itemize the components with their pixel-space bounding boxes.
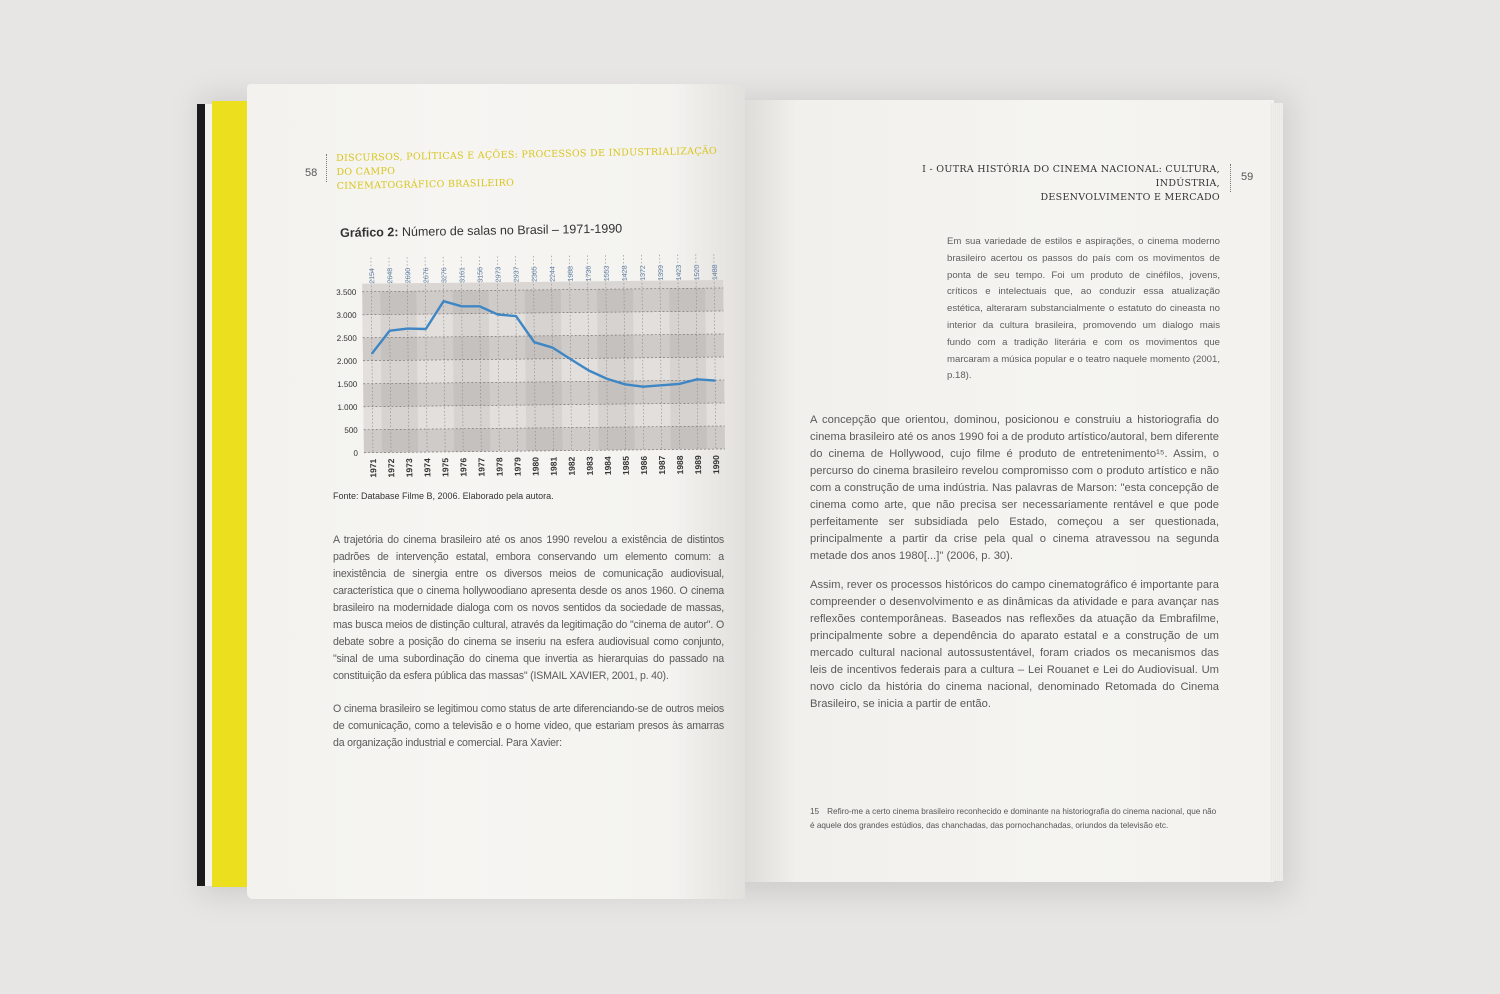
data-label: 1488 — [711, 264, 720, 281]
y-tick-label: 2.000 — [336, 356, 358, 367]
right-running-head-line1: I - OUTRA HISTÓRIA DO CINEMA NACIONAL: CULTURA, INDÚSTRIA, — [922, 164, 1220, 189]
x-tick-label: 1980 — [530, 456, 541, 476]
plot-column-shade — [687, 288, 707, 449]
data-label: 2365 — [531, 266, 539, 282]
x-tick-label: 1974 — [422, 458, 433, 478]
data-label: 1520 — [693, 264, 702, 281]
x-tick-label: 1981 — [548, 456, 559, 476]
y-tick-label: 3.000 — [336, 310, 357, 321]
right-running-head-line2: DESENVOLVIMENTO E MERCADO — [1040, 192, 1220, 203]
plot-column-shade — [543, 290, 563, 451]
data-label: 1428 — [621, 265, 629, 282]
x-tick-label: 1987 — [656, 455, 668, 475]
right-page-number: 59 — [1241, 171, 1254, 183]
chart-title-label: Gráfico 2: — [340, 225, 399, 240]
left-paragraph-1: A trajetória do cinema brasileiro até os anos 1990 revelou a existência de distintos padrões de intervenção estatal, embora conservando um elemento comum: a inexistência de sinergia entre os diversos meios de comunicação audiovisual, característica que o cinema hollywoodiano apresenta desde os anos 1960. O cinema brasileiro na modernidade dialoga com os novos sentidos da sociedade de massas, mas busca meios de distinção cultural, através da legitimação do "cinema de autor". O debate sobre a posição do cinema se inseriu na esfera audiovisual como conjunto, "sinal de uma subordinação do cinema que invertia as hierarquias do passado na constituição da esfera pública das massas" (ISMAIL XAVIER, 2001, p. 40). — [333, 534, 724, 682]
right-page-stack-edge — [1270, 103, 1283, 881]
y-tick-label: 1.000 — [337, 402, 358, 413]
data-label: 2676 — [423, 267, 431, 284]
data-label: 1988 — [567, 265, 575, 282]
data-label: 2154 — [369, 268, 377, 284]
data-label: 2937 — [513, 266, 521, 283]
x-tick-label: 1988 — [674, 455, 686, 475]
data-label: 2690 — [405, 267, 413, 284]
left-running-head — [336, 144, 732, 194]
x-tick-label: 1979 — [512, 457, 523, 477]
data-label: 3161 — [459, 267, 467, 283]
data-label: 1399 — [657, 265, 665, 281]
y-tick-label: 0 — [353, 448, 359, 458]
plot-column-shade — [615, 289, 635, 450]
x-tick-label: 1986 — [638, 455, 649, 475]
y-tick-label: 500 — [344, 425, 358, 435]
data-label: 3156 — [477, 266, 485, 283]
x-tick-label: 1972 — [386, 458, 397, 478]
line-chart — [329, 244, 731, 478]
x-tick-label: 1977 — [476, 457, 487, 477]
data-label: 3276 — [441, 267, 449, 283]
x-tick-label: 1983 — [584, 456, 595, 476]
left-running-head-line1: DISCURSOS, POLÍTICAS E AÇÕES: PROCESSOS DE INDUSTRIALIZAÇÃO DO CAMPO — [336, 145, 718, 178]
right-running-head — [860, 163, 1220, 205]
y-tick-label: 2.500 — [336, 333, 357, 344]
x-tick-label: 1990 — [710, 455, 722, 475]
block-quote: Em sua variedade de estilos e aspirações, o cinema moderno brasileiro acertou os passos do país com os movimentos de ponta de seu tempo. Foi um produto de cinéfilos, jovens, críticos e intelectuais que, ao conduzir essa atualização estética, alteraram substancialmente o estatuto do cineasta no interior da cultura brasileira, promovendo um dialogo mais fundo com a tradição literária e com os movimentos que marcaram a música popular e o teatro naquele momento (2001, p.18). — [947, 236, 1220, 382]
footnote-text: Refiro-me a certo cinema brasileiro reconhecido e dominante na historiografia do cinema nacional, que não é aquele dos grandes estúdios, das chanchadas, das pornochanchadas, oriundos da televisão etc. — [810, 807, 1217, 830]
y-tick-label: 3.500 — [336, 287, 357, 298]
x-tick-label: 1989 — [692, 455, 704, 475]
yellow-cover-edge — [212, 101, 250, 887]
data-label: 2244 — [549, 266, 557, 282]
plot-column-shade — [525, 290, 545, 451]
chart-title-text: Número de salas no Brasil – 1971-1990 — [398, 221, 623, 240]
data-label: 2648 — [387, 267, 395, 284]
plot-column-shade — [453, 291, 473, 452]
x-tick-label: 1984 — [602, 456, 613, 476]
right-header-divider — [1230, 164, 1231, 192]
footnote-number: 15 — [810, 807, 820, 816]
x-tick-label: 1976 — [458, 457, 469, 477]
x-tick-label: 1973 — [404, 458, 415, 478]
plot-column-shade — [380, 291, 400, 452]
data-label: 1553 — [603, 265, 611, 282]
plot-column-shade — [398, 291, 418, 452]
data-label: 2973 — [495, 266, 503, 283]
plot-column-shade — [471, 290, 491, 451]
x-tick-label: 1971 — [368, 458, 379, 478]
data-label: 1423 — [675, 264, 684, 281]
x-tick-label: 1982 — [566, 456, 577, 476]
plot-column-shade — [597, 289, 617, 450]
y-tick-label: 1.500 — [337, 379, 358, 390]
footnote — [810, 805, 1222, 833]
left-header-divider — [326, 154, 327, 182]
left-page-number: 58 — [305, 167, 318, 179]
data-label: 1372 — [639, 265, 647, 281]
plot-column-shade — [669, 288, 689, 449]
right-paragraph-2: Assim, rever os processos históricos do campo cinematográfico é importante para compreender o desenvolvimento e as dinâmicas da atividade e para avançar nas reflexões contemporâneas. Baseados nas reflexões da atuação da Embrafilme, principalmente sobre a dependência do aparato estatal e a construção de um mercado cultural nacional autossustentável, foram criados os mecanismos das leis de incentivos federais para a cultura – Lei Rouanet e Lei do Audiovisual. Um novo ciclo da história do cinema nacional, denominado Retomada do Cinema Brasileiro, se inicia a partir de então. — [810, 579, 1219, 710]
chart-source: Fonte: Database Filme B, 2006. Elaborado pela autora. — [333, 491, 554, 501]
data-label: 1736 — [585, 265, 593, 282]
left-paragraph-2: O cinema brasileiro se legitimou como status de arte diferenciando-se de outros meios de comunicação, como a televisão e o home video, que estariam presos às amarras da organização industrial e comercial. Para Xavier: — [333, 703, 724, 749]
right-paragraph-1: A concepção que orientou, dominou, posicionou e construiu a historiografia do cinema brasileiro até os anos 1990 foi a de produto artístico/autoral, bem diferente do cinema de Hollywood, cujo filme é produto de entretenimento¹⁵. Assim, o percurso do cinema brasileiro revelou compromisso com o produto artístico e não com a construção de uma indústria. Nas palavras de Marson: "esta concepção de cinema como arte, que não precisa ser necessariamente rentável e que pode perfeitamente ser subsidiada pelo Estado, começou a ser questionada, principalmente a partir da crise pela qual o cinema atravessou na segunda metade dos anos 1980[...]" (2006, p. 30). — [810, 414, 1219, 562]
x-tick-label: 1975 — [440, 457, 451, 477]
x-tick-label: 1978 — [494, 457, 505, 477]
x-tick-label: 1985 — [620, 456, 631, 476]
left-running-head-line2: CINEMATOGRÁFICO BRASILEIRO — [336, 177, 515, 192]
